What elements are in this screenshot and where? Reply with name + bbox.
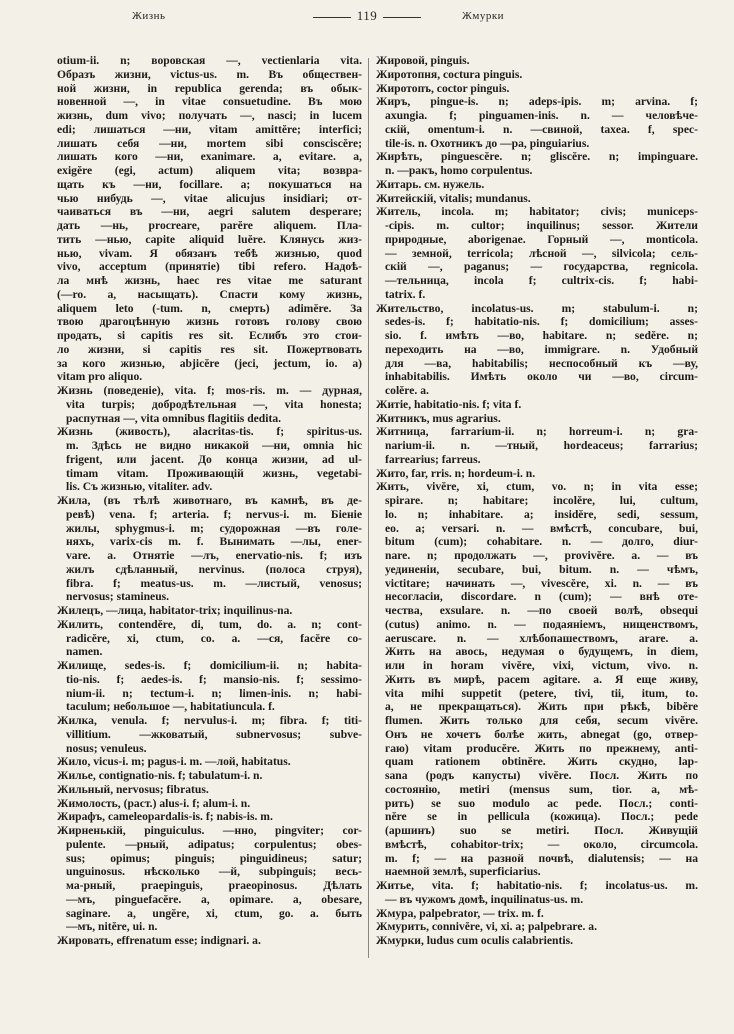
- entry-line: —тельница, incola f; cultrix-cis. f; habi-: [385, 274, 698, 287]
- entry-line: timam vitam. Проживающій жизнь, vegetabi-: [66, 466, 362, 480]
- dictionary-entry: [376, 68, 698, 82]
- entry-line: vita turpis; добродѣтельная —, vita honesta;: [66, 397, 362, 411]
- entry-line: saginare. a, ungĕre, xi, ctum, go. a. быть: [66, 906, 362, 920]
- column-divider: [368, 58, 369, 958]
- entry-headline: Жмурить, connivĕre, vi, xi. a; palpebrare. a.: [376, 920, 597, 934]
- dictionary-entry: [376, 398, 698, 412]
- dictionary-entry: [376, 82, 698, 96]
- entry-line: lo. n; inhabitare. a; insidĕre, sedi, sessum,: [385, 507, 698, 521]
- dictionary-entry: [376, 412, 698, 426]
- entry-headline: Жирафъ, cameleopardalis-is. f; nabis-is. m.: [57, 810, 273, 824]
- entry-line: — въ чужомъ домѣ, inquilinatus-us. m.: [385, 892, 584, 906]
- entry-headline: Жительство, incolatus-us. m; stabulum-i. n;: [376, 301, 698, 315]
- entry-line: sedes-is. f; habitatio-nis. f; domicilium; asses-: [385, 315, 698, 329]
- dictionary-entry: [376, 920, 698, 934]
- entry-line: жизнь, dum vivo; получать —, nasci; in lucem: [57, 109, 362, 122]
- dictionary-entry: [57, 604, 362, 618]
- entry-line: spirare. n; habitare; incolĕre, lui, cultum,: [385, 494, 698, 507]
- rule-dash: [383, 17, 421, 18]
- entry-headline: Жилить, contendĕre, di, tum, do. a. n; cont-: [57, 617, 362, 631]
- dictionary-entry: [57, 618, 362, 659]
- entry-headline: Жила, (въ тѣлѣ животнаго, въ камнѣ, въ де-: [57, 494, 362, 507]
- entry-line: —мъ, nitĕre, ui. n.: [66, 920, 158, 934]
- dictionary-entry: [57, 384, 362, 425]
- entry-line: taculum; небольшое —, habitatiuncula. f.: [66, 700, 275, 714]
- entry-line: чаиваться въ —ни, aegri salutem desperare;: [57, 205, 362, 219]
- entry-line: щать къ —ни, focillare. a; покушаться на: [57, 177, 362, 191]
- entry-headline: Жмурки, ludus cum oculis calabrientis.: [376, 934, 573, 947]
- entry-line: —мъ, pinguefacĕre. a, opimare. a, obesare,: [66, 892, 362, 906]
- entry-line: для —ва, habitabilis; неспособный къ —ву,: [385, 356, 698, 370]
- entry-headline: Жирненькій, pinguiculus. —нно, pingviter; cor-: [57, 824, 362, 837]
- entry-line: ревѣ) vena. f; arteria. f; nervus-i. m. Біеніе: [66, 507, 362, 521]
- dictionary-entry: [376, 425, 698, 466]
- entry-line: farrearius; farreus.: [385, 452, 481, 466]
- dictionary-entry: [57, 494, 362, 604]
- entry-headline: Житникъ, mus agrarius.: [376, 411, 501, 425]
- dictionary-entry: [376, 150, 698, 178]
- entry-line: (cutus) animo. n. — подаяніемъ, нищенствомъ,: [385, 617, 698, 631]
- entry-line: Жить на авось, недумая о будущемъ, in diem,: [385, 645, 698, 659]
- entry-headline: Жиротопъ, coctor pinguis.: [376, 81, 510, 95]
- dictionary-entry: [57, 54, 362, 384]
- entry-headline: Житье, vita. f; habitatio-nis. f; incolatus-us. m.: [376, 879, 698, 892]
- entry-headline: Житарь. см. нужель.: [376, 177, 485, 191]
- entry-line: ла мнѣ жизнь, haec res vitae me saturant: [57, 274, 362, 287]
- entry-line: narium-ii. n. —тный, hordeaceus; farrarius;: [385, 439, 698, 452]
- entry-line: гаю) vitam producĕre. Жить по прежнему, anti-: [385, 741, 698, 755]
- entry-line: уединеніи, secubare, bui, bitum. n. — чѣмъ,: [385, 562, 698, 576]
- entry-line: aeruscare. n. — хлѣбопашествомъ, arare. a.: [385, 631, 698, 645]
- entry-line: продать, si capitis res sit. Еслибъ это стои-: [57, 329, 362, 342]
- entry-headline: Житница, farrarium-ii. n; horreum-i. n; gra-: [376, 425, 698, 439]
- entry-line: или in horam vivĕre, vixi, victum, vivo. n.: [385, 659, 698, 672]
- entry-line: — земной, terricola; лѣсной —, silvicola; сель-: [385, 246, 698, 260]
- entry-line: inhabitabilis. Имѣть около чи —во, circum-: [385, 370, 698, 384]
- dictionary-entry: [57, 755, 362, 769]
- entry-line: переходить на —во, immigrare. n. Удобный: [385, 342, 698, 356]
- entry-headline: Жилка, venula. f; nervulus-i. m; fibra. f; titi-: [57, 714, 362, 727]
- entry-line: pulente. —рный, adipatus; corpulentus; obes-: [66, 837, 362, 851]
- entry-line: quam rationem obtinĕre. Жить скудно, lap-: [385, 755, 698, 769]
- entry-line: лишать кого —ни, exanimare. a, evitare. a,: [57, 150, 362, 164]
- entry-line: namen.: [66, 645, 103, 659]
- entry-headline: Жиръ, pingue-is. n; adeps-ipis. m; arvina. f;: [376, 95, 698, 109]
- dictionary-entry: [376, 95, 698, 150]
- entry-headline: Жить, vivĕre, xi, ctum, vo. n; in vita esse;: [376, 480, 698, 494]
- entry-line: тить —нью, capite aliquid luĕre. Клянусь жиз-: [57, 232, 362, 246]
- dictionary-entry: [57, 797, 362, 811]
- running-head-right: Жмурки: [462, 10, 505, 22]
- page-number: 119: [356, 8, 378, 23]
- dictionary-entry: [376, 467, 698, 481]
- dictionary-entry: [57, 714, 362, 755]
- entry-line: exigĕre (egi, actum) aliquem vita; возвра-: [57, 164, 362, 177]
- entry-headline: Жирѣть, pinguescĕre. n; gliscĕre. n; impinguare.: [376, 150, 698, 164]
- entry-line: vita mihi suppetit (petere, tivi, tii, itum, to.: [385, 686, 698, 700]
- entry-line: villitium. —жковатый, subnervosus; subve-: [66, 727, 362, 741]
- entry-headline: Жизнь (поведеніе), vita. f; mos-ris. m. — дурная,: [57, 384, 362, 397]
- entry-line: vare. a. Отнятіе —лъ, enervatio-nis. f; изъ: [66, 549, 362, 562]
- entry-headline: Жилецъ, —лица, habitator-trix; inquilinus-na.: [57, 604, 293, 617]
- entry-line: sana (родъ капусты) vivĕre. Посл. Жить по: [385, 769, 698, 782]
- entry-line: Онъ не хочетъ болѣе жить, abnegat (go, отвер-: [385, 727, 698, 741]
- entry-headline: Жировать, effrenatum esse; indignari. a.: [57, 934, 261, 947]
- entry-line: lis. Съ жизнью, vitaliter. adv.: [66, 480, 213, 494]
- dictionary-entry: [376, 934, 698, 948]
- dictionary-entry: [376, 480, 698, 879]
- entry-headline: Жилье, contignatio-nis. f; tabulatum-i. n.: [57, 769, 263, 782]
- entry-headline: Житель, incola. m; habitator; civis; municeps-: [376, 205, 698, 219]
- entry-line: aliquem leto (-tum. n, смерть) adimĕre. За: [57, 301, 362, 315]
- entry-line: состоянію, metiri (mensus sum, tior. a, мѣ-: [385, 782, 698, 796]
- entry-headline: Жировой, pinguis.: [376, 54, 470, 67]
- entry-headline: Жмура, palpebrator, — trix. m. f.: [376, 906, 544, 920]
- entry-line: ло жизни, si capitis res sit. Пожертвовать: [57, 342, 362, 356]
- entry-line: наемной землѣ, superficiarius.: [385, 865, 541, 879]
- running-head-left: Жизнь: [132, 10, 166, 22]
- entry-line: ма-рный, praepinguis, praeopinosus. Дѣлать: [66, 879, 362, 892]
- entry-line: вмѣстѣ, cohabitor-trix; — около, circumcola.: [385, 837, 698, 851]
- entry-line: нью, vivam. Я обязанъ тебѣ жизнью, quod: [57, 246, 362, 260]
- entry-line: fibra. f; meatus-us. m. —листый, venosus;: [66, 576, 362, 590]
- dictionary-entry: [376, 907, 698, 921]
- entry-line: nare. n; продолжать —, provivĕre. a. — въ: [385, 549, 698, 562]
- entry-line: nium-ii. n; tectum-i. n; limen-inis. n; habi-: [66, 686, 362, 700]
- dictionary-entry: [57, 659, 362, 714]
- entry-line: новенной —, in vitae consuetudine. Въ мою: [57, 95, 362, 109]
- entry-headline: Житіе, habitatio-nis. f; vita f.: [376, 397, 522, 411]
- entry-line: скій, omentum-i. n. —свиной, taxea. f, spec-: [385, 122, 698, 136]
- dictionary-entry: [376, 879, 698, 907]
- entry-line: otium-ii. n; воровская —, vectienlaria vita.: [57, 54, 362, 67]
- dictionary-entry: [57, 783, 362, 797]
- entry-line: (аршинъ) suo se metiri. Посл. Живущій: [385, 824, 698, 837]
- entry-headline: Жито, far, rris. n; hordeum-i. n.: [376, 466, 536, 480]
- entry-line: чью нибудь —, vitae alicujus insidiari; от-: [57, 191, 362, 205]
- entry-line: Жить въ мирѣ, pacem agitare. a. Я еще живу,: [385, 672, 698, 686]
- rule-dash: [313, 17, 351, 18]
- entry-line: eo. a; versari. n. — вмѣстѣ, concubare, bui,: [385, 521, 698, 535]
- entry-line: bitum (cum); cohabitare. n. — долго, diur-: [385, 535, 698, 549]
- right-column: [376, 54, 698, 948]
- dictionary-entry: [57, 934, 362, 948]
- entry-line: sio. f. имѣть —во, habitare. n; sedĕre. n;: [385, 329, 698, 342]
- entry-line: природные, aborigenae. Горный —, monticola.: [385, 232, 698, 246]
- entry-line: colĕre. a.: [385, 384, 429, 397]
- entry-line: tio-nis. f; aedes-is. f; mansio-nis. f; sessimo-: [66, 672, 362, 686]
- entry-line: radicĕre, xi, ctum, co. a. —ся, facĕre co-: [66, 631, 362, 645]
- entry-line: m. Здѣсь не видно никакой —ни, omnia hic: [66, 439, 362, 452]
- entry-line: распутная —, vita omnibus flagitiis dedita.: [66, 411, 282, 425]
- entry-line: vitam pro aliquo.: [57, 370, 143, 384]
- dictionary-entry: [376, 178, 698, 192]
- entry-line: дать —нь, procreare, parĕre aliquem. Пла-: [57, 219, 362, 232]
- entry-headline: Жильный, nervosus; fibratus.: [57, 782, 209, 796]
- entry-line: sus; opimus; pinguis; pinguidineus; satur;: [66, 851, 362, 865]
- entry-line: nervosus; stamineus.: [66, 590, 170, 604]
- dictionary-entry: [376, 302, 698, 398]
- entry-line: несогласіи, discordare. n (cum); — внѣ оте-: [385, 590, 698, 604]
- entry-line: няхъ, varix-cis m. f. Вынимать —лы, ener-: [66, 535, 362, 549]
- entry-headline: Жимолость, (раст.) alus-i. f; alum-i. n.: [57, 796, 251, 810]
- dictionary-entry: [376, 54, 698, 68]
- page-number-line: [0, 8, 734, 24]
- entry-line: Образъ жизни, victus-us. m. Въ обществен-: [57, 67, 362, 81]
- entry-line: за кого жизнью, abjicĕre (jeci, jectum, io. a): [57, 356, 362, 370]
- entry-line: nĕre se in pellicula (кожица). Посл.; pede: [385, 810, 698, 824]
- entry-line: victitare; начинать —, vivescĕre, xi. n. — въ: [385, 576, 698, 590]
- dictionary-entry: [376, 192, 698, 206]
- entry-line: m. f; — на разной почвѣ, dialutensis; — на: [385, 851, 698, 865]
- entry-line: жилъ сдѣланный, nervinus. (полоса струя),: [66, 562, 362, 576]
- entry-headline: Жило, vicus-i. m; pagus-i. m. —лой, habitatus.: [57, 755, 291, 769]
- entry-line: vivo, acceptum (принятіе) tibi refero. Надоѣ-: [57, 260, 362, 274]
- entry-line: скій —, paganus; — государства, regnicola.: [385, 260, 698, 274]
- dictionary-entry: [376, 205, 698, 301]
- entry-line: nosus; venuleus.: [66, 741, 147, 755]
- dictionary-entry: [57, 769, 362, 783]
- dictionary-entry: [57, 810, 362, 824]
- entry-line: рить) se suo modulo ac pede. Посл.; conti-: [385, 796, 698, 810]
- entry-line: n. —ракъ, homo corpulentus.: [385, 164, 533, 177]
- left-column: [57, 54, 362, 948]
- dictionary-entry: [57, 824, 362, 934]
- entry-line: твою драгоцѣнную жизнь готовъ голову свою: [57, 315, 362, 329]
- entry-line: tatrix. f.: [385, 287, 426, 301]
- entry-line: чества, exsulare. n. —по своей волѣ, obsequi: [385, 604, 698, 617]
- entry-line: жилы, sphygmus-i. m; судорожная —въ голе-: [66, 521, 362, 535]
- dictionary-entry: [57, 425, 362, 494]
- entry-headline: Жиротопня, coctura pinguis.: [376, 67, 523, 81]
- entry-line: unguinosus. нѣсколько —й, subpinguis; весь-: [66, 865, 362, 879]
- entry-line: frigent, или jacent. До конца жизни, ad ul-: [66, 452, 362, 466]
- entry-headline: Жизнь (живость), alacritas-tis. f; spiritus-us.: [57, 425, 362, 439]
- entry-line: tile-is. n. Охотникъ до —ра, pinguiarius.: [385, 136, 590, 150]
- entry-line: a, не прекращаться). Жить при рѣкѣ, bibĕre: [385, 700, 698, 714]
- entry-line: лишать себя —ни, mortem sibi consciscĕre;: [57, 136, 362, 150]
- entry-headline: Житейскій, vitalis; mundanus.: [376, 191, 531, 205]
- entry-line: edi; лишаться —ни, vitam amittĕre; interfici;: [57, 122, 362, 136]
- entry-line: (—ro. a, насыщать). Спасти кому жизнь,: [57, 287, 362, 301]
- entry-line: ной жизни, in republica gerenda; въ обык-: [57, 81, 362, 95]
- entry-line: flumen. Жить только для себя, secum vivĕre.: [385, 714, 698, 727]
- entry-line: -cipis. m. cultor; inquilinus; sessor. Жители: [385, 219, 698, 232]
- entry-line: axungia. f; pinguamen-inis. n. — человѣче-: [385, 109, 698, 122]
- entry-headline: Жилище, sedes-is. f; domicilium-ii. n; habita-: [57, 659, 362, 672]
